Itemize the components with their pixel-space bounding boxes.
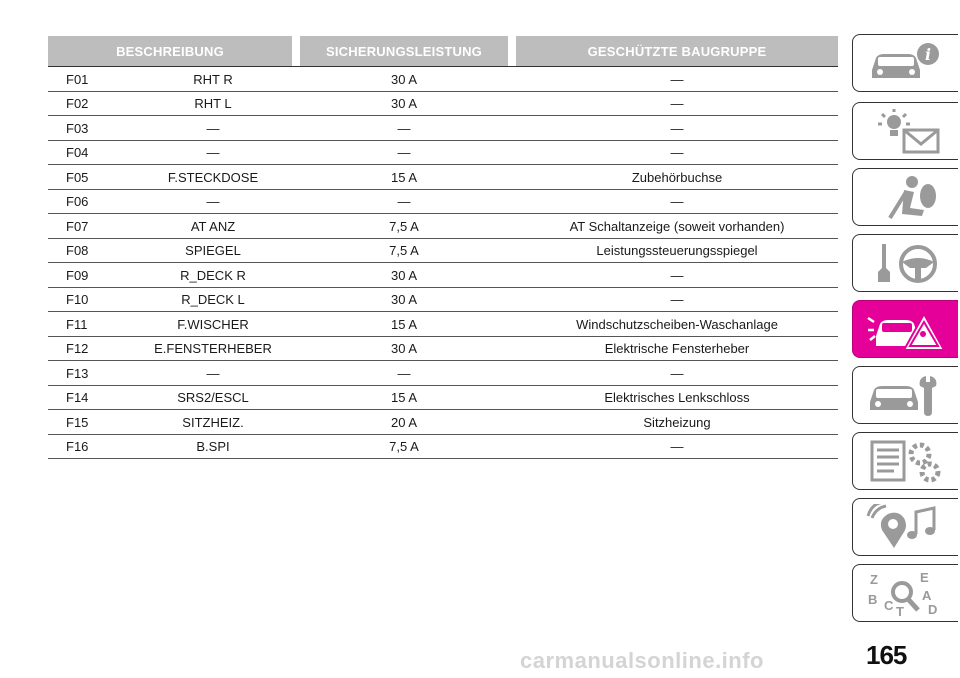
fuse-code: F03 [66,120,89,136]
tab-safety[interactable] [852,168,958,226]
protected-component: — [670,292,684,307]
fuse-rating: 30 A [390,341,418,356]
fuse-rating: 15 A [390,169,418,185]
table-row [48,312,838,337]
fuse-code: F08 [66,243,89,258]
fuse-rating: 15 A [390,390,418,405]
index-letter: Z [869,572,878,587]
fuse-name: F.WISCHER [177,316,249,332]
fuse-code: F01 [66,71,89,87]
protected-component: Zubehörbuchse [631,169,723,185]
page-number: 165 [866,640,907,670]
index-letter: T [895,604,904,616]
fuse-rating: 30 A [390,267,418,283]
tab-car-info[interactable] [852,34,958,92]
fuse-rating: 20 A [390,414,418,430]
fuse-code: F11 [66,316,88,332]
fuse-code: F09 [66,267,89,283]
table-row [48,410,838,435]
table-row [48,141,838,166]
protected-component: — [670,365,684,381]
protected-component: — [670,267,684,283]
svg-text:i: i [924,45,931,64]
index-letter: D [927,602,937,616]
protected-component: — [670,71,684,87]
tab-starting-driving[interactable] [852,234,958,292]
fuse-name: SITZHEIZ. [182,414,244,430]
fuse-code: F15 [66,414,89,430]
table-body [48,67,838,459]
table-row [48,386,838,411]
fuse-code: F16 [66,439,89,454]
table-row [48,67,838,92]
fuse-code: F10 [66,292,89,307]
fuse-rating: 7,5 A [389,218,419,234]
table-row [48,263,838,288]
fuse-rating: — [397,365,411,381]
fuse-name: RHT L [194,96,232,111]
fuse-name: R_DECK L [181,292,245,307]
tab-technical-data[interactable] [852,432,958,490]
table-row [48,165,838,190]
protected-component: — [670,96,684,111]
fuse-name: B.SPI [196,439,230,454]
fuse-name: — [206,145,220,160]
protected-component: Leistungssteuerungsspiegel [596,243,758,258]
fuse-name: E.FENSTERHEBER [154,341,272,356]
table-row [48,92,838,117]
fuse-rating: 30 A [390,96,418,111]
table-row [48,214,838,239]
protected-component: — [670,439,684,454]
protected-component: AT Schaltanzeige (soweit vorhanden) [569,218,785,234]
fuse-code: F13 [66,365,89,381]
protected-component: Elektrisches Lenkschloss [604,390,750,405]
key-steering-wheel-icon [866,240,946,286]
fuse-code: F12 [66,341,89,356]
table-row [48,239,838,264]
fuse-rating: 30 A [390,71,418,87]
header-protected-component: GESCHÜTZTE BAUGRUPPE [516,36,838,66]
index-letter: E [919,570,929,585]
fuse-rating: 7,5 A [389,439,419,454]
fuse-table [48,36,838,454]
fuse-code: F06 [66,194,89,209]
protected-component: Elektrische Fensterheber [604,341,750,356]
fuse-rating: — [397,194,411,209]
table-row [48,116,838,141]
table-header [48,36,838,66]
tab-multimedia[interactable] [852,498,958,556]
table-row [48,288,838,313]
fuse-rating: 15 A [390,316,418,332]
specs-gears-icon [866,438,946,484]
fuse-name: SPIEGEL [185,243,241,258]
fuse-rating: — [397,145,411,160]
watermark: carmanualsonline.info [520,648,764,673]
table-row [48,190,838,215]
index-letter: C [883,598,893,613]
protected-component: Windschutzscheiben-Waschanlage [576,316,778,332]
fuse-name: SRS2/ESCL [177,390,249,405]
alphabet-index-search-icon [866,570,946,616]
fuse-code: F04 [66,145,89,160]
index-letter: A [921,588,931,603]
fuse-name: AT ANZ [190,218,236,234]
airbag-seat-icon [866,174,946,220]
fuse-rating: — [397,120,411,136]
fuse-name: R_DECK R [180,267,246,283]
fuse-rating: 7,5 A [389,243,419,258]
protected-component: Sitzheizung [643,414,711,430]
table-row [48,435,838,460]
tab-maintenance[interactable] [852,366,958,424]
protected-component: — [670,120,684,136]
protected-component: — [670,194,684,209]
fuse-code: F07 [66,218,89,234]
fuse-code: F14 [66,390,89,405]
multimedia-location-music-icon [866,504,946,550]
tab-warning-lights[interactable] [852,102,958,160]
index-letter: B [867,592,877,607]
car-info-icon [866,40,946,86]
tab-index[interactable] [852,564,958,622]
fuse-name: F.STECKDOSE [167,169,259,185]
warning-lights-message-icon [866,108,946,154]
fuse-code: F05 [66,169,89,185]
fuse-name: — [206,120,220,136]
table-row [48,337,838,362]
table-row [48,361,838,386]
car-emergency-warning-icon [866,306,946,352]
fuse-name: — [206,194,220,209]
header-description: BESCHREIBUNG [48,36,292,66]
fuse-code: F02 [66,96,89,111]
tab-emergency[interactable] [852,300,958,358]
fuse-rating: 30 A [390,292,418,307]
fuse-name: RHT R [193,71,233,87]
car-wrench-icon [866,372,946,418]
protected-component: — [670,145,684,160]
header-fuse-rating: SICHERUNGSLEISTUNG [300,36,508,66]
fuse-name: — [206,365,220,381]
